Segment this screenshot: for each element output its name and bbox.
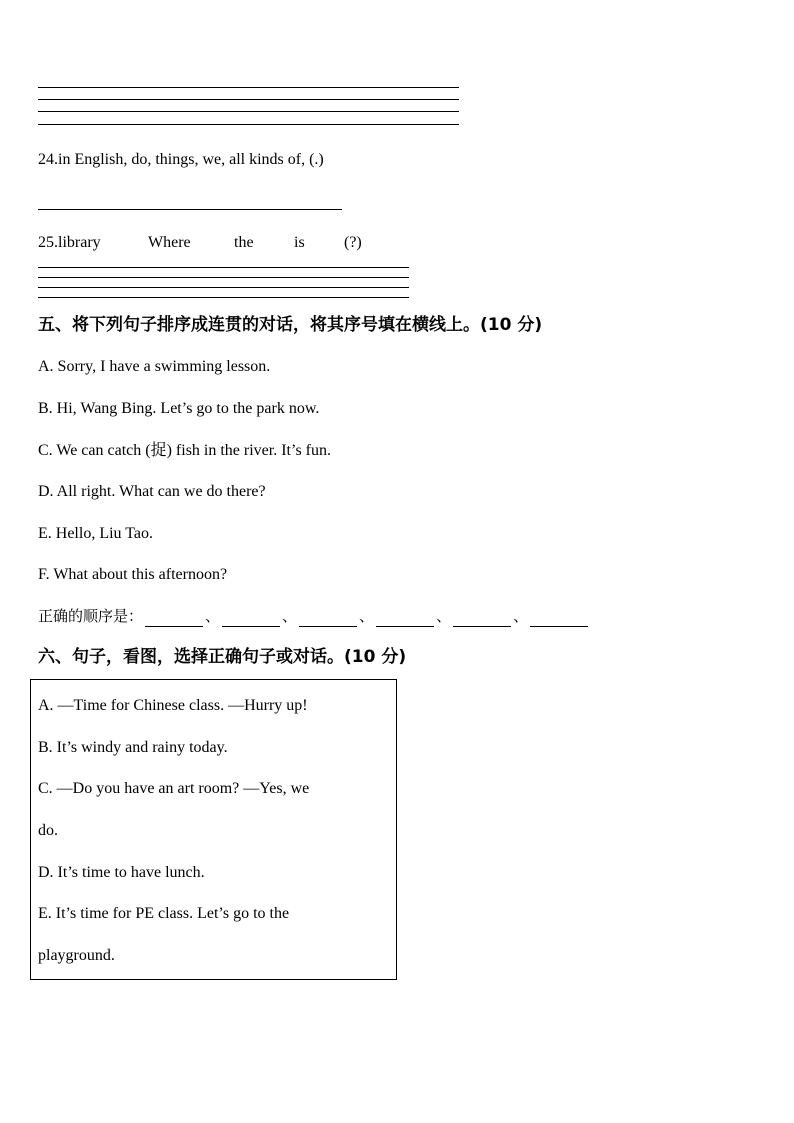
order-blank[interactable]	[530, 610, 588, 627]
section6-option-a: A. —Time for Chinese class. —Hurry up!	[38, 697, 308, 714]
order-separator: 、	[513, 607, 529, 625]
section6-heading: 六、句子，看图，选择正确句子或对话。(10 分)	[38, 647, 407, 667]
q24-number: 24	[38, 151, 54, 168]
q23-answer-line	[38, 124, 459, 125]
section6-option-c-cont: do.	[38, 822, 58, 839]
q25-word: the	[234, 234, 254, 251]
q25-word: is	[294, 234, 305, 251]
section6-option-c: C. —Do you have an art room? —Yes, we	[38, 780, 310, 797]
q24-answer-line[interactable]	[38, 209, 342, 210]
order-separator: 、	[359, 607, 375, 625]
order-blank[interactable]	[376, 610, 434, 627]
q24-question	[38, 150, 324, 170]
order-separator: 、	[436, 607, 452, 625]
order-blank[interactable]	[222, 610, 280, 627]
q25-answer-line	[38, 267, 409, 268]
order-blank[interactable]	[299, 610, 357, 627]
q25-word: .library	[54, 234, 101, 251]
q23-answer-line	[38, 111, 459, 112]
q25-answer-line	[38, 297, 409, 298]
order-label: 正确的顺序是：	[38, 607, 144, 625]
order-blank[interactable]	[145, 610, 203, 627]
order-answer-row	[38, 606, 590, 627]
section6-options-box	[30, 679, 397, 980]
q24-text: .in English, do, things, we, all kinds of, (.)	[54, 151, 324, 168]
order-blank[interactable]	[453, 610, 511, 627]
section5-option-f: F. What about this afternoon?	[38, 566, 228, 583]
q25-number: 25	[38, 234, 54, 251]
section6-option-b: B. It’s windy and rainy today.	[38, 739, 228, 756]
section5-option-d: D. All right. What can we do there?	[38, 483, 266, 500]
q25-answer-line	[38, 277, 409, 278]
order-separator: 、	[282, 607, 298, 625]
q25-question	[38, 233, 378, 253]
section5-option-a: A. Sorry, I have a swimming lesson.	[38, 358, 271, 375]
section6-option-d: D. It’s time to have lunch.	[38, 864, 205, 881]
section5-option-e: E. Hello, Liu Tao.	[38, 525, 154, 542]
section6-option-e: E. It’s time for PE class. Let’s go to the	[38, 905, 290, 922]
section5-option-b: B. Hi, Wang Bing. Let’s go to the park now.	[38, 400, 320, 417]
section5-heading: 五、将下列句子排序成连贯的对话，将其序号填在横线上。(10 分)	[38, 315, 543, 335]
q23-answer-line	[38, 87, 459, 88]
q25-word: Where	[148, 234, 191, 251]
section5-option-c: C. We can catch (捉) fish in the river. It’s fun.	[38, 442, 332, 459]
q25-word: (?)	[344, 234, 362, 251]
q23-answer-line	[38, 99, 459, 100]
section6-option-e-cont: playground.	[38, 947, 115, 964]
q25-answer-line	[38, 287, 409, 288]
order-separator: 、	[205, 607, 221, 625]
